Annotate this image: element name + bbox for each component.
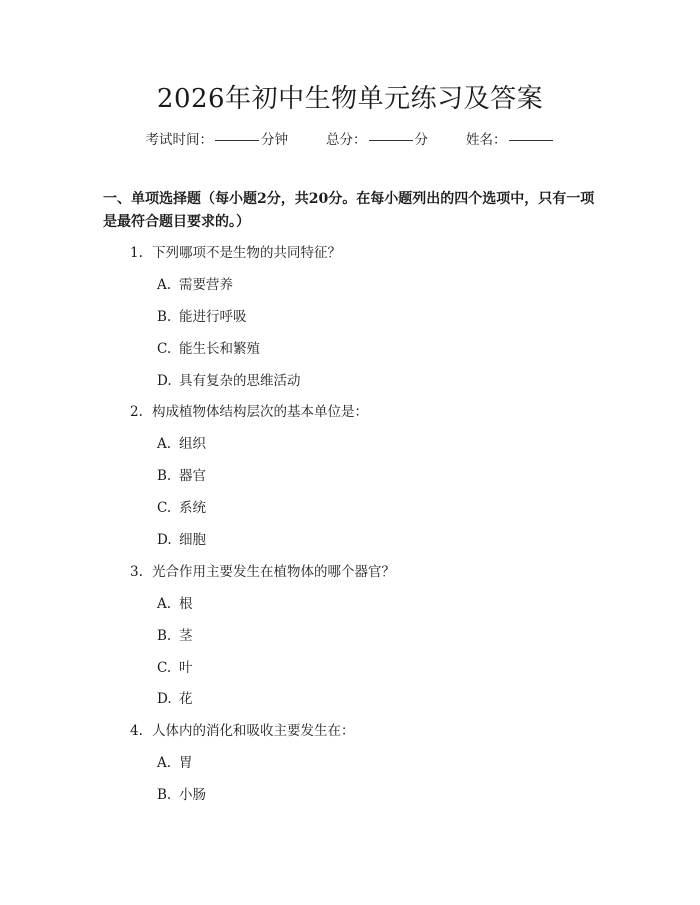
question-3-option-d	[157, 689, 193, 709]
exam-time-blank[interactable]	[215, 140, 259, 141]
option-text: 需要营养	[179, 277, 233, 293]
exam-time-field	[146, 130, 289, 150]
question-text: 光合作用主要发生在植物体的哪个器官？	[152, 564, 395, 580]
option-text: 细胞	[179, 532, 206, 548]
option-letter: B.	[157, 309, 172, 325]
question-2	[130, 402, 368, 422]
option-text: 茎	[179, 628, 193, 644]
question-2-option-b	[157, 466, 206, 486]
exam-time-label: 考试时间：	[145, 132, 213, 148]
option-text: 组织	[179, 436, 206, 452]
student-name-field	[466, 130, 555, 150]
page-title: 2026年初中生物单元练习及答案	[156, 84, 544, 114]
total-score-blank[interactable]	[369, 140, 413, 141]
student-name-label: 姓名：	[466, 132, 507, 148]
option-letter: B.	[157, 628, 172, 644]
option-letter: D.	[157, 532, 172, 548]
question-2-option-c	[157, 498, 206, 518]
option-text: 小肠	[179, 787, 206, 803]
question-number: 1.	[130, 245, 143, 261]
question-number: 4.	[130, 723, 143, 739]
option-letter: C.	[157, 660, 172, 676]
question-4	[130, 721, 355, 741]
option-letter: A.	[157, 755, 172, 771]
option-text: 具有复杂的思维活动	[179, 373, 301, 389]
total-score-field	[326, 130, 428, 150]
question-1-option-a	[157, 275, 233, 295]
exam-time-unit: 分钟	[261, 132, 288, 148]
option-text: 花	[179, 691, 193, 707]
question-3-option-a	[157, 594, 193, 614]
question-number: 3.	[130, 564, 143, 580]
option-letter: D.	[157, 691, 172, 707]
question-1-option-b	[157, 307, 247, 327]
total-score-unit: 分	[414, 132, 428, 148]
question-3	[130, 562, 395, 582]
option-text: 胃	[179, 755, 193, 771]
option-letter: C.	[157, 341, 172, 357]
option-letter: A.	[157, 436, 172, 452]
option-letter: D.	[157, 373, 172, 389]
option-letter: B.	[157, 468, 172, 484]
question-text: 构成植物体结构层次的基本单位是：	[152, 404, 368, 420]
question-1	[130, 243, 341, 263]
question-number: 2.	[130, 404, 143, 420]
question-1-option-d	[157, 371, 301, 391]
option-letter: C.	[157, 500, 172, 516]
option-letter: A.	[157, 596, 172, 612]
question-4-option-b	[157, 785, 206, 805]
option-text: 能生长和繁殖	[179, 341, 260, 357]
student-name-blank[interactable]	[509, 140, 553, 141]
question-text: 人体内的消化和吸收主要发生在：	[152, 723, 355, 739]
option-text: 能进行呼吸	[179, 309, 247, 325]
exam-info	[0, 130, 700, 150]
option-text: 叶	[179, 660, 193, 676]
section-heading: 一、单项选择题（每小题2分，共20分。在每小题列出的四个选项中，只有一项是最符合题目要求的。）	[103, 191, 595, 230]
question-2-option-d	[157, 530, 206, 550]
question-4-option-a	[157, 753, 193, 773]
question-3-option-c	[157, 658, 193, 678]
question-text: 下列哪项不是生物的共同特征？	[152, 245, 341, 261]
question-1-option-c	[157, 339, 260, 359]
question-2-option-a	[157, 434, 206, 454]
option-letter: B.	[157, 787, 172, 803]
question-3-option-b	[157, 626, 193, 646]
option-text: 系统	[179, 500, 206, 516]
option-letter: A.	[157, 277, 172, 293]
total-score-label: 总分：	[326, 132, 367, 148]
option-text: 根	[179, 596, 193, 612]
option-text: 器官	[179, 468, 206, 484]
